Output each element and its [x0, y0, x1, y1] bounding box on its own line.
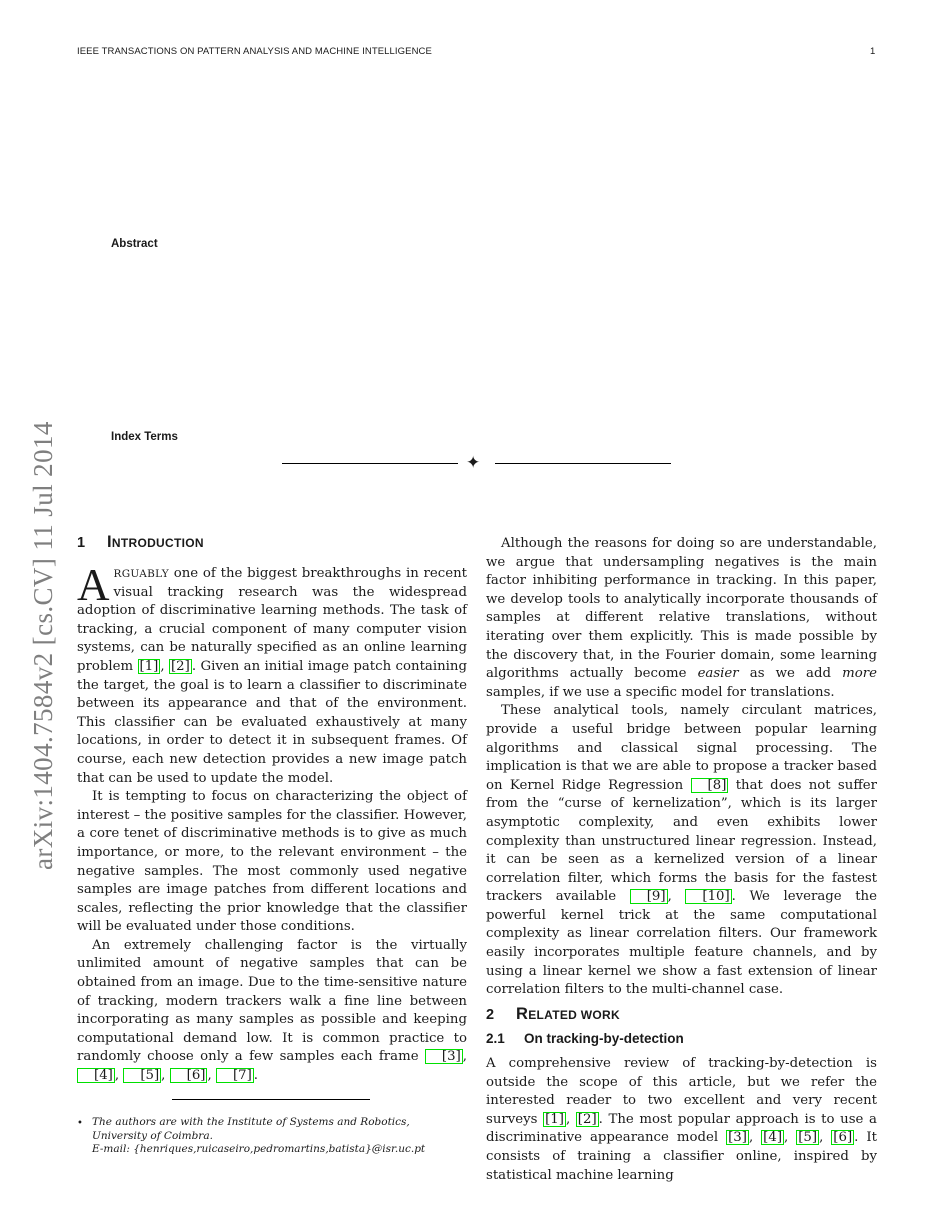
citation-separator: ,: [565, 1111, 576, 1127]
right-text: These analytical tools, namely circulant matrices, provide a useful bridge between popular learning algorithms and classical signal processing. The implication is that we are able to propose a tracker based on Kernel Ridge Regression: [486, 703, 877, 793]
left-column-body: [77, 560, 467, 1086]
subsection-2-1-title: On tracking-by-detection: [524, 1031, 684, 1046]
related-text: A comprehensive review of tracking-by-detection is outside the scope of this article, but we refer the interested reader to two excellent and very recent surveys: [486, 1056, 877, 1127]
divider-right-rule: [495, 463, 671, 464]
citation-link[interactable]: [2]: [170, 658, 190, 674]
citation-link[interactable]: [4]: [77, 1068, 115, 1083]
running-head: IEEE TRANSACTIONS ON PATTERN ANALYSIS AND MACHINE INTELLIGENCE: [77, 46, 432, 57]
section-1-title-rest: NTRODUCTION: [111, 536, 204, 550]
citation-link[interactable]: [2]: [577, 1111, 597, 1127]
page-number: 1: [870, 46, 876, 57]
subsection-2-1-heading: [486, 1031, 684, 1046]
section-2-number: 2: [486, 1007, 495, 1023]
right-text: as we add: [738, 666, 843, 682]
dropcap-letter: A: [77, 560, 110, 610]
citation-link[interactable]: [3]: [728, 1130, 747, 1146]
citation-link[interactable]: [8]: [691, 778, 729, 793]
emphasis-more: more: [842, 666, 877, 682]
intro-paragraph-1: [77, 560, 467, 788]
citation-link[interactable]: [5]: [123, 1068, 161, 1083]
right-text: samples, if we use a specific model for translations.: [486, 684, 835, 700]
citation-link[interactable]: [5]: [798, 1130, 818, 1146]
intro-paragraph-3: [77, 937, 467, 1086]
citation-separator: ,: [207, 1068, 216, 1084]
right-text: Although the reasons for doing so are understandable, we argue that undersampling negatives is the main factor inhibiting performance in tracking. In this paper, we develop tools to analytically incorporate thousands of samples at different relative translations, without iterating over them explicitly. This is made possible by the discovery that, in the Fourier domain, some learning algorithms actually become: [486, 536, 877, 682]
intro-paragraph-2: It is tempting to focus on characterizing the object of interest – the positive samples for the classifier. However, a core tenet of discriminative methods is to give as much importance, or more, to the relevant environment – the negative samples. The most commonly used negative samples are image patches from different locations and scales, reflecting the prior knowledge that the classifier will be evaluated under those conditions.: [77, 789, 467, 935]
citation-link[interactable]: [6]: [170, 1068, 208, 1083]
citation-separator: ,: [462, 1049, 467, 1065]
footnote-email: E-mail: {henriques,ruicaseiro,pedromartins,batista}@isr.uc.pt: [92, 1143, 426, 1156]
citation-separator: ,: [114, 1068, 124, 1084]
citation-separator: ,: [784, 1130, 797, 1146]
footnote-affiliation: The authors are with the Institute of Systems and Robotics, University of Coimbra.: [92, 1116, 410, 1142]
section-2-title-initial: R: [516, 1005, 529, 1023]
section-2-body: [486, 1055, 877, 1185]
citation-link[interactable]: [3]: [425, 1049, 463, 1064]
related-paragraph-1: [486, 1055, 877, 1185]
citation-separator: ,: [819, 1130, 832, 1146]
right-paragraph-1: [486, 535, 877, 702]
related-text: . It consists of training a classifier online, inspired by statistical machine learning: [486, 1130, 877, 1183]
citation-link[interactable]: [1]: [139, 658, 159, 674]
index-terms-label: Index Terms: [111, 431, 178, 443]
intro-text: An extremely challenging factor is the virtually unlimited amount of negative samples that can be obtained from an image. Due to the time-sensitive nature of tracking, modern trackers walk a fine line between incorporating as many samples as possible and keeping computational demand low. It is common practice to randomly choose only a few samples each frame: [77, 937, 467, 1065]
subsection-2-1-number: 2.1: [486, 1031, 505, 1046]
footnote-text: [92, 1116, 468, 1157]
footnote-rule: [172, 1099, 370, 1100]
citation-link[interactable]: [1]: [545, 1111, 564, 1127]
right-paragraph-2: [486, 702, 877, 1000]
right-text: that does not suffer from the “curse of kernelization”, which is its larger asymptotic complexity, and even exhibits lower complexity than unstructured linear regression. Instead, it can be seen as a kernelized version of a linear correlation filter, which forms the basis for the fastest trackers available: [486, 777, 877, 905]
right-column-body: [486, 535, 877, 1000]
intro-smallcaps: RGUABLY: [113, 568, 169, 580]
intro-text: .: [253, 1068, 259, 1084]
section-2-heading: [486, 1005, 620, 1024]
citation-link[interactable]: [9]: [630, 889, 668, 904]
section-2-title-rest: ELATED WORK: [528, 1008, 620, 1022]
citation-link[interactable]: [4]: [763, 1130, 783, 1146]
intro-text: one of the biggest breakthroughs in recent visual tracking research was the widespread adoption of discriminative learning methods. The task of tracking, a crucial component of many computer vision systems, can be naturally specified as an online learning problem: [77, 566, 467, 674]
related-text: . The most popular approach is to use a discriminative appearance model: [486, 1111, 877, 1146]
section-1-number: 1: [77, 535, 86, 551]
footnote-bullet: •: [77, 1118, 83, 1129]
citation-link[interactable]: [10]: [685, 889, 731, 904]
arxiv-identifier: arXiv:1404.7584v2 [cs.CV] 11 Jul 2014: [28, 421, 58, 870]
section-1-title-initial: I: [107, 533, 112, 551]
abstract-label: Abstract: [111, 238, 158, 250]
citation-separator: ,: [748, 1130, 762, 1146]
citation-link[interactable]: [6]: [833, 1130, 853, 1146]
right-text: . We leverage the powerful kernel trick at the same computational complexity as linear correlation filters. Our framework easily incorporates multiple feature channels, and by using a linear kernel we show a fast extension of linear correlation filters to the multi-channel case.: [486, 889, 877, 998]
citation-separator: ,: [667, 889, 686, 905]
section-1-heading: [77, 533, 204, 552]
citation-separator: ,: [160, 658, 169, 674]
citation-link[interactable]: [7]: [216, 1068, 254, 1083]
citation-separator: ,: [161, 1068, 170, 1084]
divider-left-rule: [282, 463, 458, 464]
intro-text: . Given an initial image patch containing the target, the goal is to learn a classifier to discriminate between its appearance and that of the environment. This classifier can be evaluated exhaustively at many locations, in order to detect it in subsequent frames. Of course, each new detection provides a new image patch that can be used to update the model.: [77, 658, 467, 786]
divider-diamond-icon: ✦: [466, 453, 481, 473]
emphasis-easier: easier: [697, 666, 739, 682]
